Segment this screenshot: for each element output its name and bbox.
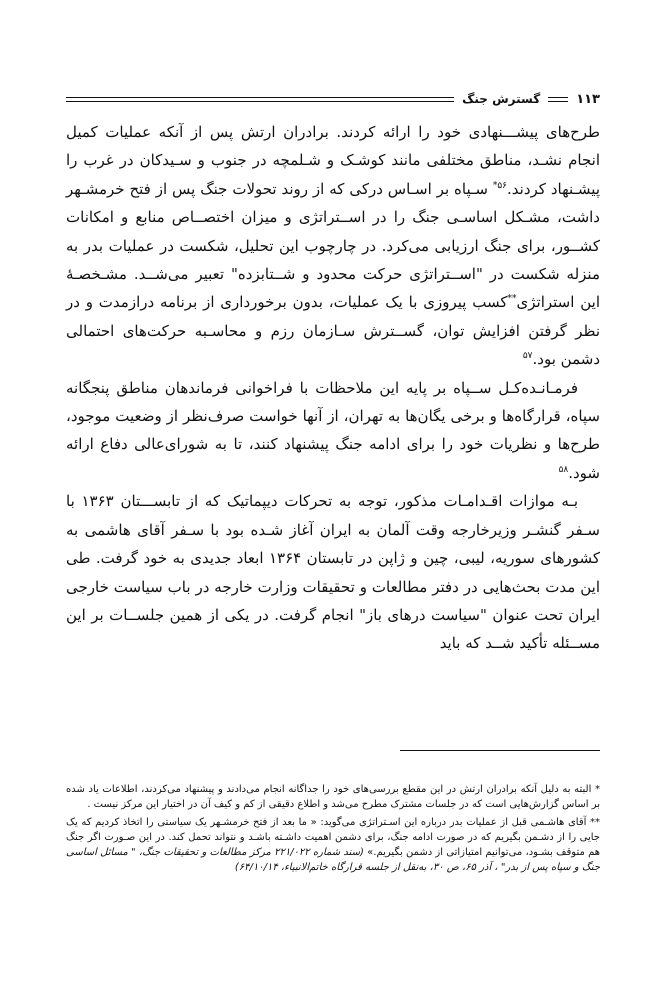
paragraph-2-text: فرمـانـده‌کـل ســپاه بر پایه این ملاحظات با فراخوانی فرماندهان مناطق پنجگانه سپاه، قرارگاه‌ها و برخی یگان‌ها به تهران، از آنها خواست صرف‌نظر از وضعیت موجود، طرح‌ها و نظریات خود را برای ادامه جنگ پیشنهاد کنند، تا به شورای‌عالی دفاع ارائه شود. [66, 378, 600, 482]
paragraph-1-text-a: طرح‌های پیشـــنهادی خود را ارائه کردند. برادران ارتش پس از آنکه عملیات کمیل انجام نشـد، مناطق مختلفی مانند کوشـک و شـلمچه در جنوب و سـیدکان در غرب را پیشـنهاد کردند. [66, 123, 600, 198]
header-double-rule [66, 97, 454, 102]
body-text [66, 118, 600, 658]
footnote-2-citation-a: (سند شماره ۲۲۱/۰۲۲ مرکز مطالعات و تحقیقات جنگ، " مسائل اساسی [66, 847, 364, 858]
footnote-marker-double-star: ** [507, 294, 517, 305]
header-short-rule [548, 97, 568, 102]
running-title: گسترش جنگ [462, 92, 541, 106]
page-number: ۱۱۳ [576, 91, 600, 107]
endnote-ref-56: ۵۶ [497, 180, 508, 191]
footnote-2 [66, 815, 600, 875]
footnotes [66, 782, 600, 875]
footnote-2-citation-b: جنگ و سپاه پس از بدر" ، آذر ۶۵، ص ۳۰، به‌نقل از جلسه قرارگاه خاتم‌الانبیاء، ۶۴/۱۰/۱۴) [234, 862, 600, 873]
endnote-ref-57: ۵۷ [522, 351, 533, 362]
endnote-ref-58: ۵۸ [558, 464, 569, 475]
paragraph-1-text-c: کسب پیروزی با یک عملیات، بدون برخورداری از برنامه درازمدت و در نظر گرفتن افزایش توان، گســترش سـازمان رزم و محاسـبه حرکت‌های احتمالی دشمن بود. [66, 293, 600, 369]
footnote-marker-star: * [492, 180, 498, 191]
paragraph-1-text-b: سـپاه بر اسـاس درکی که از روند تحولات جنگ پس از فتح خرمشـهر داشت، مشـکل اساسـی جنگ را در اســتراتژی و میزان اختصــاص منابع و امکانات کشــور، برای جنگ ارزیابی می‌کرد. در چارچوب این تحلیل، شکست در عملیات بدر به منزله شکست در "اســتراتژی حرکت محدود و شــتابزده" تعبیر می‌شــد. مشـخصـۀ این استراتژی [66, 179, 600, 312]
paragraph-3-text: بـه موازات اقـدامـات مذکور، توجه به تحرکات دیپماتیک که از تابســـتان ۱۳۶۳ با سـفر گنشـر وزیرخارجه وقت آلمان به ایران آغاز شـده بود با سـفر آقای هاشمی به کشورهای سوریه، لیبی، چین و ژاپن در تابستان ۱۳۶۴ ابعاد جدیدی به خود گرفت. طی این مدت بحث‌هایی در دفتر مطالعات و تحقیقات وزارت خارجه در باب سیاست خارجی ایران تحت عنوان "سیاست درهای باز" انجام گرفت. در یکی از همین جلســات بر این مســئله تأکید شــد که باید [66, 492, 600, 653]
footnote-1: * البته به دلیل آنکه برادران ارتش در این مقطع بررسی‌های خود را جداگانه انجام می‌دادند و پیشنهاد می‌کردند، اطلاعات یاد شده بر اساس گزارش‌هایی است که در جلسات مشترک مطرح می‌شد و اطلاع دقیقی از کم و کیف آن در اختیار این مرکز نیست . [66, 784, 600, 810]
paragraph-1 [66, 118, 600, 374]
footnote-separator [400, 750, 600, 751]
paragraph-2 [66, 374, 600, 488]
footnote-2-text: ** آقای هاشـمی قبل از عملیات بدر درباره این اسـتراتژی می‌گوید: « ما بعد از فتح خرمشـهر یک سیاستی را اتخاذ کردیم که یک جایی را از دشـمن بگیریم که در صورت ادامه جنگ، برای دشمن اهمیت داشـته باشـد و نتواند تحمل کند. در این صـورت اگر جنگ هم متوقف بشـود، می‌توانیم امتیازاتی از دشمن بگیریم.» [66, 817, 600, 858]
page-header [66, 88, 600, 110]
paragraph-3 [66, 487, 600, 657]
